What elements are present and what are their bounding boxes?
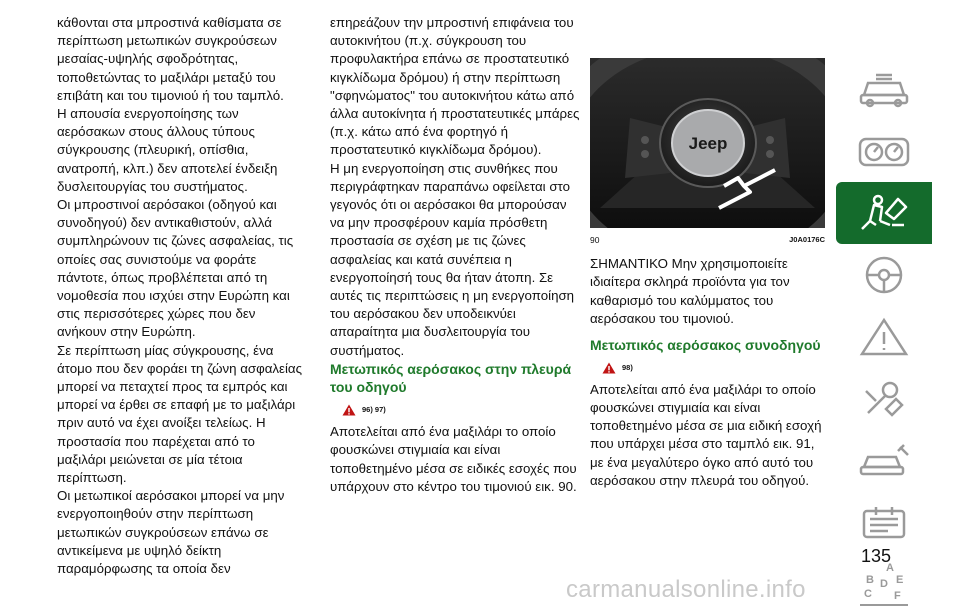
service-car-icon[interactable] bbox=[836, 430, 932, 492]
text-column-1 bbox=[57, 14, 307, 578]
paragraph: κάθονται στα μπροστινά καθίσματα σε περίπτωση μετωπικών συγκρούσεων μεσαίας-υψηλής σφοδρότητας, τοποθετώντας το μαξιλάρι μεταξύ του επιβάτη και του τιμονιού ή του ταμπλό. bbox=[57, 15, 284, 103]
paragraph: Οι μετωπικοί αερόσακοι μπορεί να μην ενεργοποιηθούν στην περίπτωση μετωπικών συγκρούσεων επάνω σε αντικείμενα με υψηλό δείκτη παραμόρφωσης τα οποία δεν bbox=[57, 488, 285, 577]
specifications-icon[interactable] bbox=[836, 492, 932, 554]
warning-triangle-icon bbox=[602, 362, 616, 374]
safety-airbag-icon[interactable] bbox=[836, 182, 932, 244]
index-letter: A bbox=[886, 562, 894, 574]
warning-reference bbox=[342, 401, 582, 419]
index-letter: B bbox=[866, 574, 874, 586]
jeep-logo: Jeep bbox=[688, 134, 728, 153]
paragraph: Αποτελείται από ένα μαξιλάρι το οποίο φουσκώνει στιγμιαία και είναι τοποθετημένο μέσα σε ειδικές εσοχές που υπάρχουν στο κέντρο του τιμονιού εικ. 90. bbox=[330, 424, 577, 494]
warning-triangle-icon bbox=[342, 404, 356, 416]
steering-wheel-icon[interactable] bbox=[836, 244, 932, 306]
warning-refs-text: 98) bbox=[622, 362, 633, 372]
figure-code: J0A0176C bbox=[789, 235, 825, 244]
vehicle-overview-icon[interactable] bbox=[836, 58, 932, 120]
index-letter: E bbox=[896, 574, 904, 586]
index-letter: C bbox=[864, 588, 872, 600]
paragraph: Αποτελείται από ένα μαξιλάρι το οποίο φουσκώνει στιγμιαία και είναι τοποθετημένο μέσα σε μια ειδική εσοχή που υπάρχει μέσα στο ταμπλό εικ. 91, με ένα μεγαλύτερο όγκο από αυτό του αερόσακου στην πλευρά του οδηγού. bbox=[590, 381, 822, 488]
important-note: ΣΗΜΑΝΤΙΚΟ Μην χρησιμοποιείτε ιδιαίτερα σκληρά προϊόντα για τον καθαρισμό του καλύμματος του αερόσακου του τιμονιού. bbox=[590, 256, 790, 326]
instrument-panel-icon[interactable] bbox=[836, 120, 932, 182]
paragraph: επηρεάζουν την μπροστινή επιφάνεια του αυτοκινήτου (π.χ. σύγκρουση του προφυλακτήρα επάνω σε προστατευτικό κιγκλίδωμα δρόμου) ή στην περίπτωση "σφηνώματος" του αυτοκινήτου κάτω από άλλα αυτοκίνητα ή προστατευτικές μπάρες (π.χ. κάτω από ένα φορτηγό ή προστατευτικό κιγκλίδωμα δρόμου). bbox=[330, 15, 580, 158]
emergency-tools-icon[interactable] bbox=[836, 368, 932, 430]
paragraph: Οι μπροστινοί αερόσακοι (οδηγού και συνοδηγού) δεν αντικαθιστούν, αλλά συμπληρώνουν τις ζώνες ασφαλείας, τις οποίες σας συνιστούμε να φοράτε πάντοτε, όπως προβλέπεται από τη νομοθεσία που ισχύει στην Ευρώπη και στις περισσότερες χώρες που δεν ανήκουν στην Ευρώπη. bbox=[57, 197, 294, 340]
warning-triangle-icon[interactable] bbox=[836, 306, 932, 368]
paragraph: Η μη ενεργοποίηση στις συνθήκες που περιγράφτηκαν παραπάνω οφείλεται στο γεγονός ότι οι αερόσακοι θα μπορούσαν να μην προσφέρουν καμία πρόσθετη προστασία σε σχέση με τις ζώνες ασφαλείας και κατά συνέπεια η ενεργοποίησή τους θα ήταν άτοπη. Σε αυτές τις περιπτώσεις η μη ενεργοποίηση του αερόσακου δεν υποδεικνύει απαραίτητα μια δυσλειτουργία του συστήματος. bbox=[330, 160, 575, 358]
steering-wheel-photo bbox=[590, 58, 825, 228]
text-column-3 bbox=[590, 14, 825, 490]
section-heading-driver-airbag: Μετωπικός αερόσακος στην πλευρά του οδηγού bbox=[330, 360, 572, 396]
page-number: 135 bbox=[861, 546, 892, 566]
figure-caption bbox=[590, 231, 825, 249]
paragraph: Η απουσία ενεργοποίησης των αερόσακων στους άλλους τύπους σύγκρουσης (πλευρική, οπίσθια, ανατροπή, κλπ.) δεν αποτελεί ένδειξη δυσλειτουργίας του συστήματος. bbox=[57, 106, 278, 194]
steering-wheel-illustration bbox=[590, 58, 825, 228]
index-letter: D bbox=[880, 578, 888, 590]
figure-number: 90 bbox=[590, 235, 600, 245]
warning-refs-text: 96) 97) bbox=[362, 405, 386, 415]
text-column-2 bbox=[330, 14, 582, 496]
watermark: carmanualsonline.info bbox=[566, 576, 806, 603]
warning-reference bbox=[602, 359, 825, 377]
chapter-sidebar bbox=[836, 58, 932, 616]
section-heading-passenger-airbag: Μετωπικός αερόσακος συνοδηγού bbox=[590, 337, 821, 354]
paragraph: Σε περίπτωση μίας σύγκρουσης, ένα άτομο που δεν φοράει τη ζώνη ασφαλείας μπορεί να πεταχτεί προς τα εμπρός και μπορεί να έρθει σε επαφή με το μαξιλάρι πριν αυτό να έχει ανοίξει τελείως. Η προστασία που παρέχεται από το μαξιλάρι μειώνεται σε μία τέτοια περίπτωση. bbox=[57, 342, 303, 486]
index-letter: F bbox=[894, 590, 901, 602]
